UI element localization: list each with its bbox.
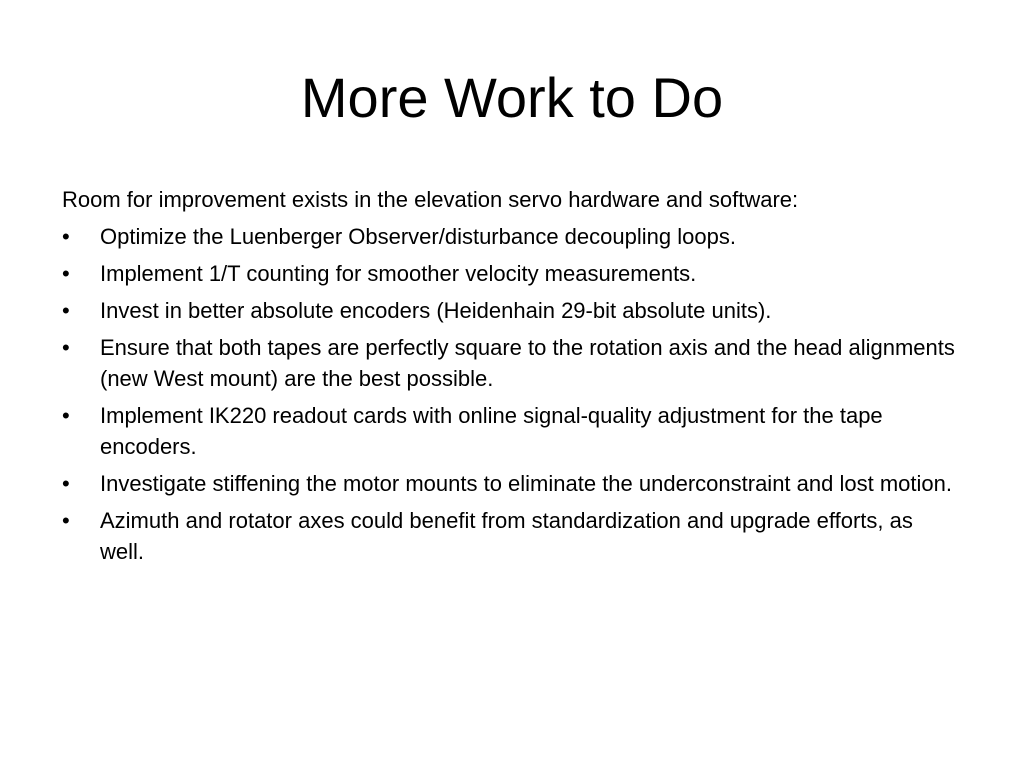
bullet-text: Invest in better absolute encoders (Heidenhain 29-bit absolute units). bbox=[100, 298, 772, 323]
bullet-text: Implement IK220 readout cards with online signal-quality adjustment for the tape encoders. bbox=[100, 403, 883, 459]
bullet-text: Ensure that both tapes are perfectly square to the rotation axis and the head alignments (new West mount) are the best possible. bbox=[100, 335, 955, 391]
intro-text: Room for improvement exists in the elevation servo hardware and software: bbox=[62, 187, 799, 212]
bullet-item bbox=[62, 468, 962, 499]
slide-title: More Work to Do bbox=[300, 66, 724, 129]
bullet-item bbox=[62, 332, 962, 394]
bullet-dot-icon: • bbox=[62, 471, 70, 496]
bullet-item bbox=[62, 258, 962, 289]
bullet-dot-icon: • bbox=[62, 298, 70, 323]
slide-body bbox=[62, 184, 962, 573]
bullet-item bbox=[62, 221, 962, 252]
bullet-dot-icon: • bbox=[62, 261, 70, 286]
bullet-dot-icon: • bbox=[62, 403, 70, 428]
bullet-dot-icon: • bbox=[62, 508, 70, 533]
bullet-item bbox=[62, 400, 962, 462]
bullet-list bbox=[62, 221, 962, 567]
bullet-dot-icon: • bbox=[62, 224, 70, 249]
bullet-item bbox=[62, 295, 962, 326]
bullet-text: Implement 1/T counting for smoother velocity measurements. bbox=[100, 261, 697, 286]
bullet-text: Azimuth and rotator axes could benefit from standardization and upgrade efforts, as well. bbox=[100, 508, 913, 564]
bullet-dot-icon: • bbox=[62, 335, 70, 360]
bullet-text: Investigate stiffening the motor mounts to eliminate the underconstraint and lost motion. bbox=[100, 471, 952, 496]
bullet-item bbox=[62, 505, 962, 567]
bullet-text: Optimize the Luenberger Observer/disturbance decoupling loops. bbox=[100, 224, 736, 249]
